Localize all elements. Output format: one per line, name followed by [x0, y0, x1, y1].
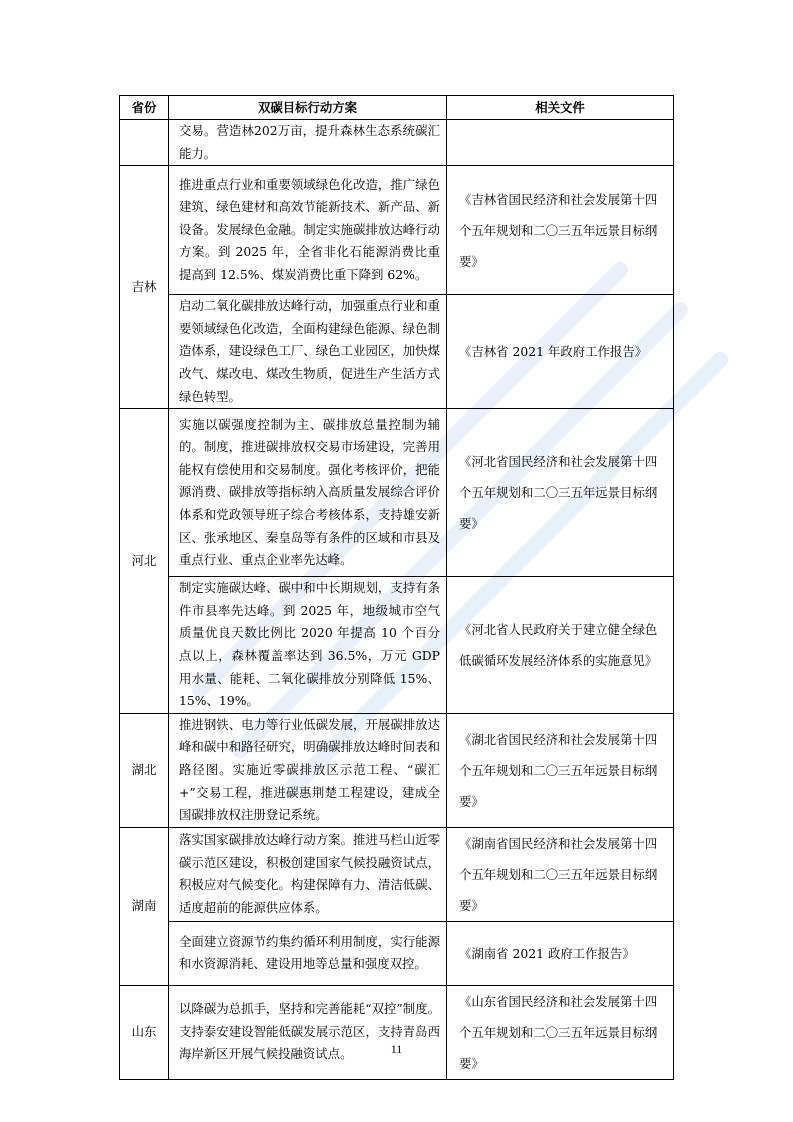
plan-cell: 制定实施碳达峰、碳中和中长期规划，支持有条件市县率先达峰。到 2025 年，地级城市空气质量优良天数比例比 2020 年提高 10 个百分点以上，森林覆盖率达到 36.5%，万元 GDP 用水量、能耗、二氧化碳排放分别降低 15%、15%、19%。 [169, 577, 447, 714]
header-documents: 相关文件 [447, 96, 674, 120]
plan-cell: 落实国家碳排放达峰行动方案。推进马栏山近零碳示范区建设，积极创建国家气候投融资试点，积极应对气候变化。构建保障有力、清洁低碳、适度超前的能源供应体系。 [169, 827, 447, 921]
document-cell [447, 120, 674, 166]
document-cell: 《湖南省国民经济和社会发展第十四个五年规划和二〇三五年远景目标纲要》 [447, 827, 674, 921]
province-cell [120, 120, 169, 166]
document-cell: 《湖南省 2021 政府工作报告》 [447, 921, 674, 985]
table-row [120, 827, 674, 921]
province-cell: 湖北 [120, 713, 169, 827]
document-cell: 《湖北省国民经济和社会发展第十四个五年规划和二〇三五年远景目标纲要》 [447, 713, 674, 827]
province-cell: 湖南 [120, 827, 169, 985]
plan-cell: 推进重点行业和重要领域绿色化改造，推广绿色建筑、绿色建材和高效节能新技术、新产品、新设备。发展绿色金融。制定实施碳排放达峰行动方案。到 2025 年，全省非化石能源消费比重提高到 12.5%、煤炭消费比重下降到 62%。 [169, 166, 447, 295]
plan-cell: 交易。营造林202万亩，提升森林生态系统碳汇能力。 [169, 120, 447, 166]
table-row [120, 577, 674, 714]
table-header-row [120, 96, 674, 120]
table-row [120, 985, 674, 1079]
province-cell: 山东 [120, 985, 169, 1079]
table-row [120, 295, 674, 409]
table-row [120, 713, 674, 827]
table-row [120, 166, 674, 295]
province-cell: 吉林 [120, 166, 169, 409]
page-number: 11 [390, 1042, 403, 1056]
document-cell: 《山东省国民经济和社会发展第十四个五年规划和二〇三五年远景目标纲要》 [447, 985, 674, 1079]
plan-cell: 全面建立资源节约集约循环利用制度，实行能源和水资源消耗、建设用地等总量和强度双控。 [169, 921, 447, 985]
table-row [120, 120, 674, 166]
plan-cell: 推进钢铁、电力等行业低碳发展，开展碳排放达峰和碳中和路径研究，明确碳排放达峰时间表和路径图。实施近零碳排放区示范工程、“碳汇+”交易工程，推进碳惠荆楚工程建设，建成全国碳排放权注册登记系统。 [169, 713, 447, 827]
document-cell: 《河北省人民政府关于建立健全绿色低碳循环发展经济体系的实施意见》 [447, 577, 674, 714]
plan-cell: 启动二氧化碳排放达峰行动，加强重点行业和重要领域绿色化改造，全面构建绿色能源、绿色制造体系，建设绿色工厂、绿色工业园区，加快煤改气、煤改电、煤改生物质，促进生产生活方式绿色转型。 [169, 295, 447, 409]
header-plan: 双碳目标行动方案 [169, 96, 447, 120]
document-cell: 《吉林省 2021 年政府工作报告》 [447, 295, 674, 409]
document-cell: 《河北省国民经济和社会发展第十四个五年规划和二〇三五年远景目标纲要》 [447, 409, 674, 577]
policy-table [119, 95, 674, 1080]
plan-cell: 实施以碳强度控制为主、碳排放总量控制为辅的。制度，推进碳排放权交易市场建设，完善用能权有偿使用和交易制度。强化考核评价，把能源消费、碳排放等指标纳入高质量发展综合评价体系和党政领导班子综合考核体系，支持雄安新区、张承地区、秦皇岛等有条件的区域和市县及重点行业、重点企业率先达峰。 [169, 409, 447, 577]
document-cell: 《吉林省国民经济和社会发展第十四个五年规划和二〇三五年远景目标纲要》 [447, 166, 674, 295]
plan-cell: 以降碳为总抓手，坚持和完善能耗“双控”制度。支持泰安建设智能低碳发展示范区，支持青岛西海岸新区开展气候投融资试点。 [169, 985, 447, 1079]
table-row [120, 921, 674, 985]
header-province: 省份 [120, 96, 169, 120]
table-row [120, 409, 674, 577]
province-cell: 河北 [120, 409, 169, 714]
